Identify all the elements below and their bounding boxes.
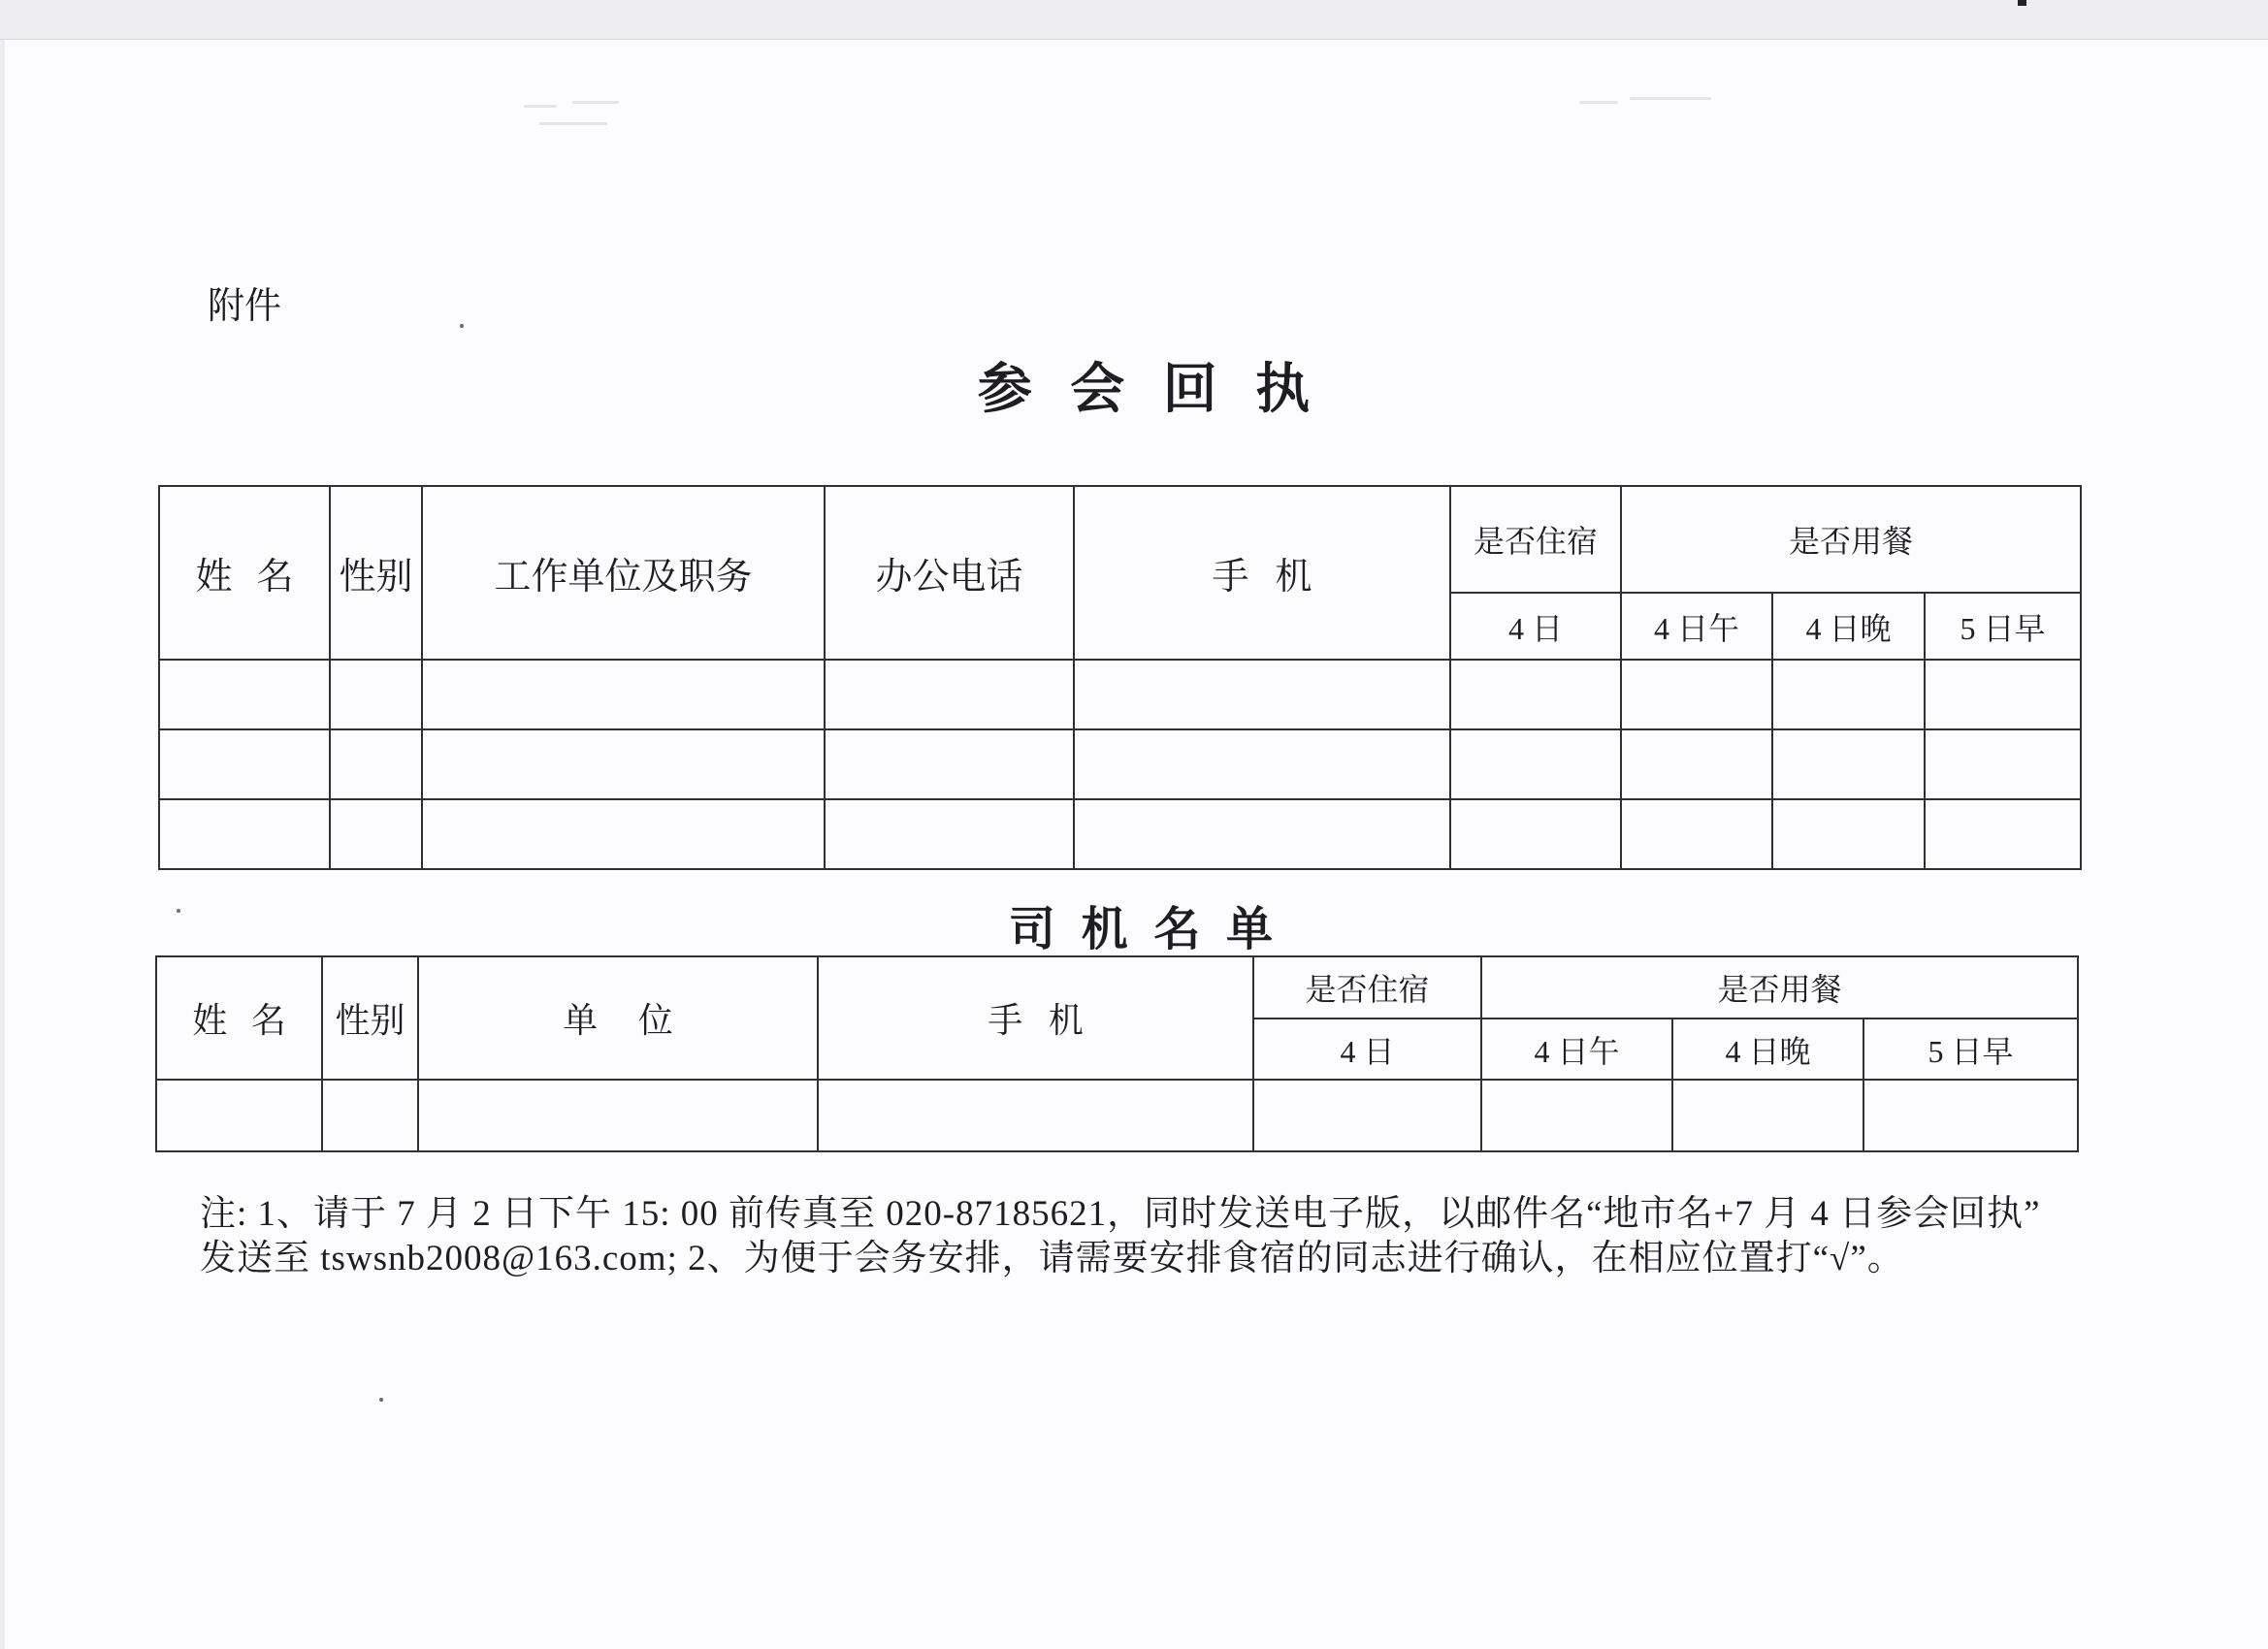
receipt-header-gender: 性别 [330,486,422,660]
receipt-blank-cell [159,799,330,869]
drivers-header-mobile: 手 机 [818,956,1253,1080]
receipt-blank-row [159,660,2081,729]
scan-smudge [539,122,607,125]
drivers-blank-cell [1253,1080,1481,1151]
drivers-header-meals: 是否用餐 [1481,956,2078,1018]
receipt-blank-row [159,799,2081,869]
drivers-blank-cell [1481,1080,1672,1151]
drivers-header-lodging: 是否住宿 [1253,956,1481,1018]
drivers-table [155,955,2079,1152]
receipt-blank-cell [422,729,825,799]
receipt-blank-cell [1772,729,1925,799]
receipt-blank-cell [1450,660,1621,729]
receipt-blank-cell [1621,799,1772,869]
drivers-subheader-meal: 4 日晚 [1672,1018,1863,1080]
receipt-subheader-lodging-day: 4 日 [1450,593,1621,660]
drivers-header-name: 姓 名 [156,956,322,1080]
drivers-header-gender: 性别 [322,956,418,1080]
receipt-blank-cell [825,729,1074,799]
note-line-2: 发送至 tswsnb2008@163.com; 2、为便于会务安排，请需要安排食宿的同志进行确认，在相应位置打“√”。 [200,1239,1904,1278]
receipt-blank-cell [1772,799,1925,869]
receipt-blank-cell [159,660,330,729]
receipt-table [158,485,2082,870]
attachment-label: 附件 [208,284,282,327]
receipt-blank-cell [1074,729,1450,799]
scan-smudge [1579,101,1618,104]
drivers-blank-cell [1672,1080,1863,1151]
drivers-subheader-lodging-day: 4 日 [1253,1018,1481,1080]
receipt-blank-cell [1074,660,1450,729]
receipt-blank-cell [1074,799,1450,869]
scan-speck [177,909,180,913]
drivers-blank-cell [156,1080,322,1151]
receipt-blank-cell [825,660,1074,729]
receipt-blank-cell [422,660,825,729]
drivers-blank-cell [818,1080,1253,1151]
receipt-blank-cell [330,660,422,729]
receipt-blank-cell [330,799,422,869]
drivers-blank-cell [1863,1080,2078,1151]
receipt-blank-cell [1621,729,1772,799]
receipt-subheader-meal: 5 日早 [1925,593,2081,660]
receipt-blank-cell [1450,729,1621,799]
receipt-blank-cell [1925,660,2081,729]
receipt-header-meals: 是否用餐 [1621,486,2081,593]
scan-speck [379,1398,383,1402]
drivers-section-title: 司 机 名 单 [1008,902,1274,956]
scan-smudge [1630,97,1711,100]
drivers-subheader-meal: 4 日午 [1481,1018,1672,1080]
receipt-blank-cell [1621,660,1772,729]
receipt-blank-cell [330,729,422,799]
receipt-blank-cell [1925,799,2081,869]
receipt-blank-cell [1925,729,2081,799]
receipt-blank-cell [1772,660,1925,729]
receipt-header-office-phone: 办公电话 [825,486,1074,660]
drivers-blank-cell [322,1080,418,1151]
scan-top-edge [0,0,2268,40]
scan-speck [460,324,464,328]
scan-smudge [524,105,557,108]
page-title: 参 会 回 执 [977,358,1311,421]
receipt-blank-cell [825,799,1074,869]
receipt-header-employer-position: 工作单位及职务 [422,486,825,660]
receipt-blank-cell [1450,799,1621,869]
receipt-blank-cell [159,729,330,799]
receipt-header-name: 姓 名 [159,486,330,660]
receipt-subheader-meal: 4 日晚 [1772,593,1925,660]
drivers-subheader-meal: 5 日早 [1863,1018,2078,1080]
receipt-header-mobile: 手 机 [1074,486,1450,660]
receipt-header-lodging: 是否住宿 [1450,486,1621,593]
receipt-blank-cell [422,799,825,869]
drivers-blank-row [156,1080,2078,1151]
scan-smudge [572,101,619,104]
receipt-blank-row [159,729,2081,799]
receipt-subheader-meal: 4 日午 [1621,593,1772,660]
drivers-blank-cell [418,1080,818,1151]
drivers-header-unit: 单 位 [418,956,818,1080]
scan-corner-mark [2018,0,2026,6]
scan-left-edge [0,40,5,1649]
note-line-1: 注: 1、请于 7 月 2 日下午 15: 00 前传真至 020-87185621，同时发送电子版，以邮件名“地市名+7 月 4 日参会回执” [200,1194,2041,1234]
